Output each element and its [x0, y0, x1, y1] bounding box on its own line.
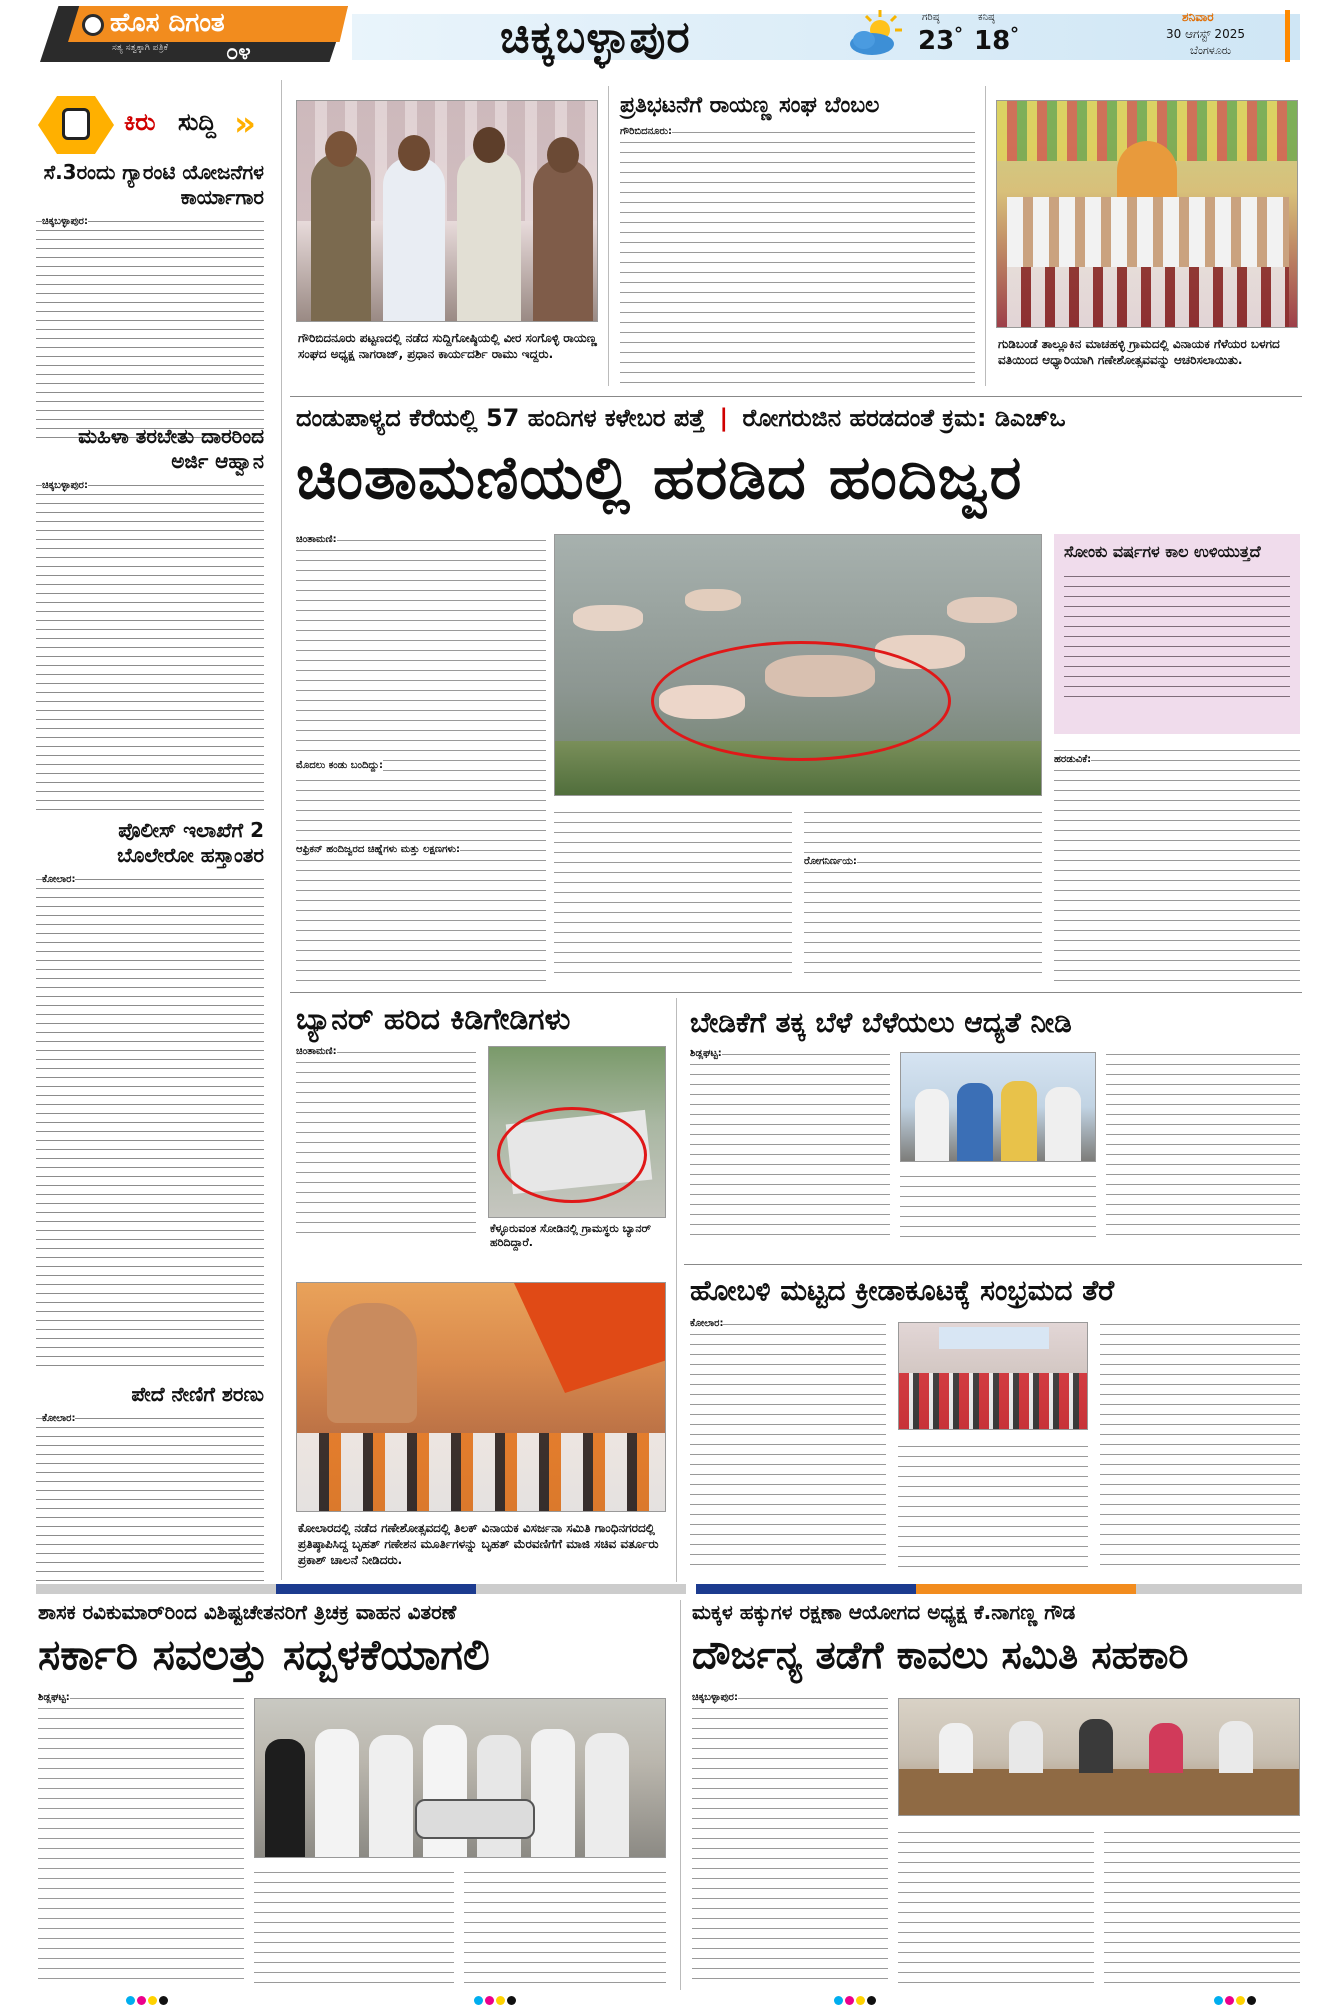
info-box-title: ಸೋಂಕು ವರ್ಷಗಳ ಕಾಲ ಉಳಿಯುತ್ತದೆ — [1064, 542, 1261, 561]
registration-mark — [845, 1996, 854, 2005]
suddi-label: ಸುದ್ದಿ — [178, 108, 217, 136]
brand-emblem-icon — [82, 14, 104, 36]
lead-body-col4 — [1054, 744, 1300, 982]
chevron-right-icon: » — [234, 104, 256, 144]
lead-kicker — [296, 404, 1300, 438]
child-rights-byline: ಚಿಕ್ಕಬಳ್ಳಾಪುರ: — [692, 1692, 738, 1703]
lead-body-col2 — [554, 806, 792, 982]
brand-name: ಹೊಸ ದಿಗಂತ — [110, 8, 225, 38]
kiru-suddi-badge — [38, 94, 264, 156]
child-rights-body-col1 — [692, 1692, 888, 1988]
sports-story-body-col2 — [898, 1440, 1088, 1570]
lead-subhead: ಮೊದಲು ಕಂಡು ಬಂದಿದ್ದು: — [296, 760, 383, 771]
banner-story-byline: ಚಿಂತಾಮಣಿ: — [296, 1046, 337, 1057]
brand-tagline: ಸತ್ಯ ಸತ್ವಕ್ಕಾಗಿ ಪತ್ರಿಕೆ — [112, 43, 169, 53]
lead-body-col1 — [296, 534, 546, 982]
lead-subhead: ರೋಗನಿರ್ಣಯ: — [804, 856, 857, 867]
column-rule — [680, 1600, 681, 1990]
max-temp-degree: ° — [954, 24, 963, 45]
date-place: ಬೆಂಗಳೂರು — [1190, 44, 1232, 57]
min-temp-label: ಕನಿಷ್ಠ — [978, 12, 995, 23]
column-rule — [985, 86, 986, 386]
ganesha-procession-photo — [296, 1282, 666, 1512]
min-temp: 18 — [974, 26, 1011, 56]
child-rights-body-col2 — [898, 1826, 1094, 1988]
sports-story-byline: ಕೋಲಾರ: — [690, 1318, 724, 1329]
story-byline: ಗೌರಿಬಿದನೂರು: — [620, 126, 672, 137]
registration-mark — [834, 1996, 843, 2005]
sidebar-story — [36, 1382, 264, 1581]
section-rule — [290, 992, 1302, 993]
story-body — [36, 1413, 264, 1581]
crop-story-title: ಬೇಡಿಕೆಗೆ ತಕ್ಕ ಬೆಳೆ ಬೆಳೆಯಲು ಆದ್ಯತೆ ನೀಡಿ — [690, 1006, 1072, 1039]
registration-mark — [474, 1996, 483, 2005]
ganesha-procession-caption: ಕೋಲಾರದಲ್ಲಿ ನಡೆದ ಗಣೇಶೋತ್ಸವದಲ್ಲಿ ತಿಲಕ್ ವಿನಾಯಕ ವಿಸರ್ಜನಾ ಸಮಿತಿ ಗಾಂಧಿನಗರದಲ್ಲಿ ಪ್ರತಿಷ್ಠಾಪಿಸಿದ್ದ ಬೃಹತ್ ಗಣೇಶನ ಮೂರ್ತಿಗಳನ್ನು ಬೃಹತ್ ಮೆರವಣಿಗೆಗೆ ಮಾಜಿ ಸಚಿವ ವರ್ತೂರು ಪ್ರಕಾಶ್ ಚಾಲನೆ ನೀಡಿದರು. — [298, 1521, 659, 1567]
child-rights-body-col3 — [1104, 1826, 1300, 1988]
kiru-label: ಕಿರು — [124, 108, 156, 136]
ganeshotsava-photo — [996, 100, 1298, 328]
child-rights-kicker: ಮಕ್ಕಳ ಹಕ್ಕುಗಳ ರಕ್ಷಣಾ ಆಯೋಗದ ಅಧ್ಯಕ್ಷ ಕೆ.ನಾಗಣ್ಣ ಗೌಡ — [692, 1600, 1076, 1624]
story-byline: ಚಿಕ್ಕಬಳ್ಳಾಪುರ: — [42, 480, 88, 491]
lead-subhead: ಆಫ್ರಿಕನ್ ಹಂದಿಜ್ವರದ ಚಿಹ್ನೆಗಳು ಮತ್ತು ಲಕ್ಷಣಗಳು: — [296, 844, 461, 855]
lead-headline: ಚಿಂತಾಮಣಿಯಲ್ಲಿ ಹರಡಿದ ಹಂದಿಜ್ವರ — [296, 443, 1023, 513]
torn-banner-photo — [488, 1046, 666, 1218]
ganeshotsava-caption: ಗುಡಿಬಂಡೆ ತಾಲ್ಲೂಕಿನ ಮಾಚಹಳ್ಳಿ ಗ್ರಾಮದಲ್ಲಿ ವಿನಾಯಕ ಗೆಳೆಯರ ಬಳಗದ ವತಿಯಿಂದ ಆಧ್ಯಾರಿಯಾಗಿ ಗಣೇಶೋತ್ಸವವನ್ನು ಆಚರಿಸಲಾಯಿತು. — [998, 337, 1280, 367]
registration-mark — [126, 1996, 135, 2005]
sports-story-title: ಹೋಬಳಿ ಮಟ್ಟದ ಕ್ರೀಡಾಕೂಟಕ್ಕೆ ಸಂಭ್ರಮದ ತೆರೆ — [690, 1274, 1115, 1307]
story-byline: ಚಿಕ್ಕಬಳ್ಳಾಪುರ: — [42, 216, 88, 227]
registration-mark — [485, 1996, 494, 2005]
section-rule — [684, 1264, 1302, 1265]
crop-story-body-col1 — [690, 1048, 890, 1244]
tricycle-distribution-photo — [254, 1698, 666, 1858]
rayanna-story — [620, 92, 975, 388]
tricycle-byline: ಶಿಡ್ಲಘಟ್ಟ: — [38, 1692, 70, 1703]
crop-story-byline: ಶಿಡ್ಲಘಟ್ಟ: — [690, 1048, 722, 1059]
registration-mark — [507, 1996, 516, 2005]
lead-kicker-right: ರೋಗರುಜಿನ ಹರಡದಂತೆ ಕ್ರಮ: ಡಿಎಚ್‌ಒ — [742, 404, 1066, 432]
masthead — [0, 0, 1339, 70]
registration-mark — [137, 1996, 146, 2005]
child-rights-headline: ದೌರ್ಜನ್ಯ ತಡೆಗೆ ಕಾವಲು ಸಮಿತಿ ಸಹಕಾರಿ — [692, 1633, 1189, 1677]
registration-mark — [148, 1996, 157, 2005]
banner-story-title: ಬ್ಯಾನರ್ ಹರಿದ ಕಿಡಿಗೇಡಿಗಳು — [296, 1002, 571, 1037]
tricycle-headline: ಸರ್ಕಾರಿ ಸವಲತ್ತು ಸದ್ಬಳಕೆಯಾಗಲಿ — [38, 1630, 490, 1679]
min-temp-degree: ° — [1010, 24, 1019, 45]
max-temp: 23 — [918, 26, 955, 56]
meeting-photo — [898, 1698, 1300, 1816]
story-body — [36, 216, 264, 438]
tricycle-body-col2 — [254, 1866, 454, 1988]
registration-mark — [1236, 1996, 1245, 2005]
story-title: ಮಹಿಳಾ ತರಬೇತು ದಾರರಿಂದ ಅರ್ಜಿ ಆಹ್ವಾನ — [78, 424, 264, 473]
date-day: ಶನಿವಾರ — [1182, 10, 1214, 24]
infection-info-box — [1054, 534, 1300, 734]
pig-carcass-photo — [554, 534, 1042, 796]
sun-cloud-icon — [846, 8, 904, 58]
tricycle-kicker: ಶಾಸಕ ರವಿಕುಮಾರ್‌ರಿಂದ ವಿಶಿಷ್ಟಚೇತನರಿಗೆ ತ್ರಿಚಕ್ರ ವಾಹನ ವಿತರಣೆ — [38, 1600, 457, 1624]
registration-mark — [1247, 1996, 1256, 2005]
city-strip — [352, 14, 1300, 60]
sidebar-story — [36, 424, 264, 812]
info-box-body — [1064, 570, 1290, 706]
story-body — [620, 126, 975, 384]
press-meet-photo — [296, 100, 598, 322]
lead-subhead: ಹರಡುವಿಕೆ: — [1054, 754, 1092, 765]
section-rule — [290, 396, 1302, 397]
registration-mark — [867, 1996, 876, 2005]
registration-mark — [496, 1996, 505, 2005]
bottom-color-band — [36, 1584, 1302, 1594]
tricycle-body-col3 — [464, 1866, 666, 1988]
sports-story-body-col3 — [1100, 1318, 1300, 1570]
registration-mark — [159, 1996, 168, 2005]
crop-story-body-col3 — [1106, 1048, 1300, 1244]
felicitation-photo — [900, 1052, 1096, 1162]
banner-story-body — [296, 1046, 476, 1242]
torn-banner-caption: ಕೆಳ್ಳೂರುವಂತ ಸೋಡಿನಲ್ಲಿ ಗ್ರಾಮಸ್ಥರು ಬ್ಯಾನರ್ ಹರಿದಿದ್ದಾರೆ. — [490, 1222, 651, 1249]
story-title: ಪೊಲೀಸ್ ಇಲಾಖೆಗೆ 2 ಬೊಲೇರೋ ಹಸ್ತಾಂತರ — [117, 818, 264, 867]
page-number: ೦೪ — [226, 40, 251, 65]
date-text: 30 ಆಗಸ್ಟ್ 2025 — [1166, 27, 1245, 41]
lead-body-col3 — [804, 806, 1042, 982]
story-byline: ಕೋಲಾರ: — [42, 874, 76, 885]
column-rule — [676, 998, 677, 1582]
story-title: ಪ್ರತಿಭಟನೆಗೆ ರಾಯಣ್ಣ ಸಂಘ ಬೆಂಬಲ — [620, 93, 880, 118]
sidebar-story — [36, 818, 264, 1372]
date-box — [1160, 10, 1290, 62]
story-title: ಪೇದೆ ನೇಣಿಗೆ ಶರಣು — [131, 1382, 264, 1406]
tricycle-body-col1 — [38, 1692, 244, 1988]
lead-byline: ಚಿಂತಾಮಣಿ: — [296, 534, 337, 545]
sports-meet-photo — [898, 1322, 1088, 1430]
max-temp-label: ಗರಿಷ್ಠ — [922, 12, 940, 23]
lead-kicker-separator: | — [719, 404, 729, 432]
sidebar-story — [36, 160, 264, 438]
sports-story-body-col1 — [690, 1318, 886, 1570]
crop-story-body-col2 — [900, 1170, 1096, 1244]
press-meet-caption: ಗೌರಿಬಿದನೂರು ಪಟ್ಟಣದಲ್ಲಿ ನಡೆದ ಸುದ್ದಿಗೋಷ್ಠಿಯಲ್ಲಿ ವೀರ ಸಂಗೊಳ್ಳಿ ರಾಯಣ್ಣ ಸಂಘದ ಅಧ್ಯಕ್ಷ ನಾಗರಾಜ್, ಪ್ರಧಾನ ಕಾರ್ಯದರ್ಶಿ ರಾಮು ಇದ್ದರು. — [298, 331, 597, 361]
column-rule — [608, 86, 609, 386]
lead-kicker-left: ದಂಡುಪಾಳ್ಯದ ಕೆರೆಯಲ್ಲಿ 57 ಹಂದಿಗಳ ಕಳೇಬರ ಪತ್ತೆ — [296, 404, 705, 432]
story-byline: ಕೋಲಾರ: — [42, 1413, 76, 1424]
registration-mark — [1214, 1996, 1223, 2005]
registration-mark — [1225, 1996, 1234, 2005]
story-body — [36, 874, 264, 1372]
city-title: ಚಿಕ್ಕಬಳ್ಳಾಪುರ — [500, 12, 691, 63]
story-body — [36, 480, 264, 812]
story-title: ಸೆ.3ರಂದು ಗ್ಯಾರಂಟಿ ಯೋಜನೆಗಳ ಕಾರ್ಯಾಗಾರ — [43, 160, 264, 209]
column-rule — [281, 80, 282, 1580]
registration-mark — [856, 1996, 865, 2005]
